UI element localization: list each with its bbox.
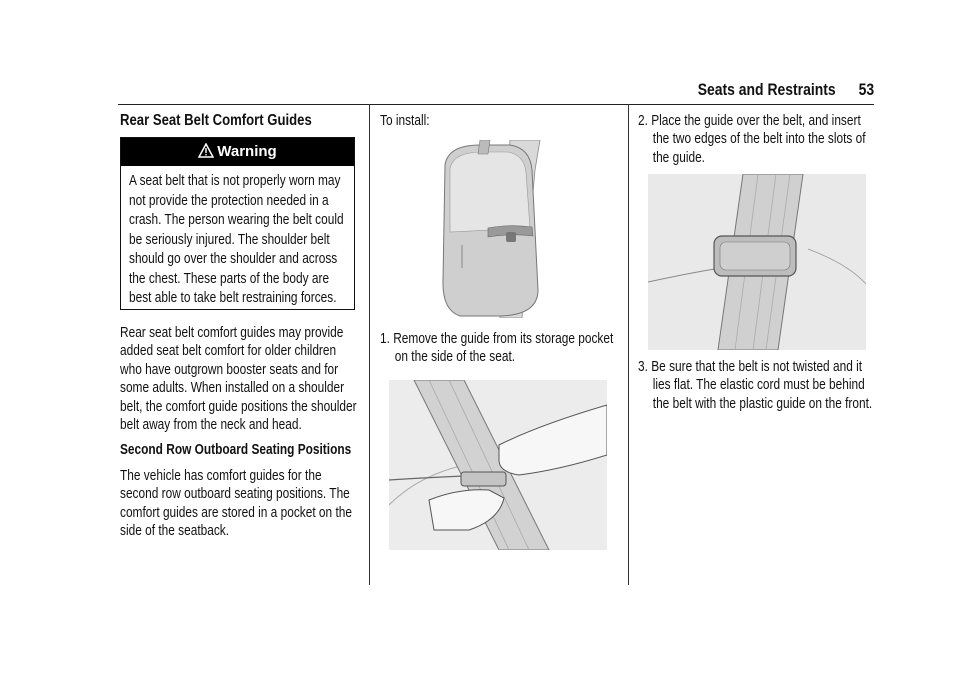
intro-paragraph: Rear seat belt comfort guides may provide added seat belt comfort for older children who have outgrown booster seats and for some adults. When installed on a shoulder belt, the comfort guide positions the shoulder belt away from the neck and head.	[120, 324, 357, 433]
column-2	[380, 112, 670, 137]
storage-paragraph: The vehicle has comfort guides for the second row outboard seating positions. The comfort guides are stored in a pocket on the side of the seatback.	[120, 467, 352, 539]
section-title: Seats and Restraints	[697, 80, 836, 99]
seatback-pocket-illustration	[440, 140, 550, 318]
step-3: 3. Be sure that the belt is not twisted and it lies flat. The elastic cord must be behind the belt with the plastic guide on the front.	[638, 359, 873, 412]
warning-box	[120, 137, 355, 310]
warning-label: Warning	[217, 143, 277, 161]
column-3	[638, 112, 928, 174]
page-number: 53	[858, 80, 874, 99]
place-guide-illustration	[648, 174, 866, 350]
step-1: 1. Remove the guide from its storage pocket on the side of the seat.	[380, 331, 614, 366]
step-1-block	[380, 330, 670, 374]
section-heading: Rear Seat Belt Comfort Guides	[120, 112, 312, 129]
step-2: 2. Place the guide over the belt, and insert the two edges of the belt into the slots of the guide.	[638, 113, 866, 166]
warning-text: A seat belt that is not properly worn may not provide the protection needed in a crash. The person wearing the belt could be seriously injured. The shoulder belt should go over the shoulder and across the chest. These parts of the body are best able to take belt restraining forces.	[129, 173, 344, 307]
step-3-block	[638, 358, 928, 420]
remove-guide-illustration	[389, 380, 607, 550]
subheading: Second Row Outboard Seating Positions	[120, 442, 352, 459]
running-header	[698, 80, 874, 100]
install-intro: To install:	[380, 113, 430, 129]
warning-body	[121, 166, 354, 309]
warning-triangle-icon	[198, 143, 214, 158]
warning-header	[121, 138, 354, 166]
column-1	[120, 112, 410, 547]
header-rule	[118, 104, 874, 105]
